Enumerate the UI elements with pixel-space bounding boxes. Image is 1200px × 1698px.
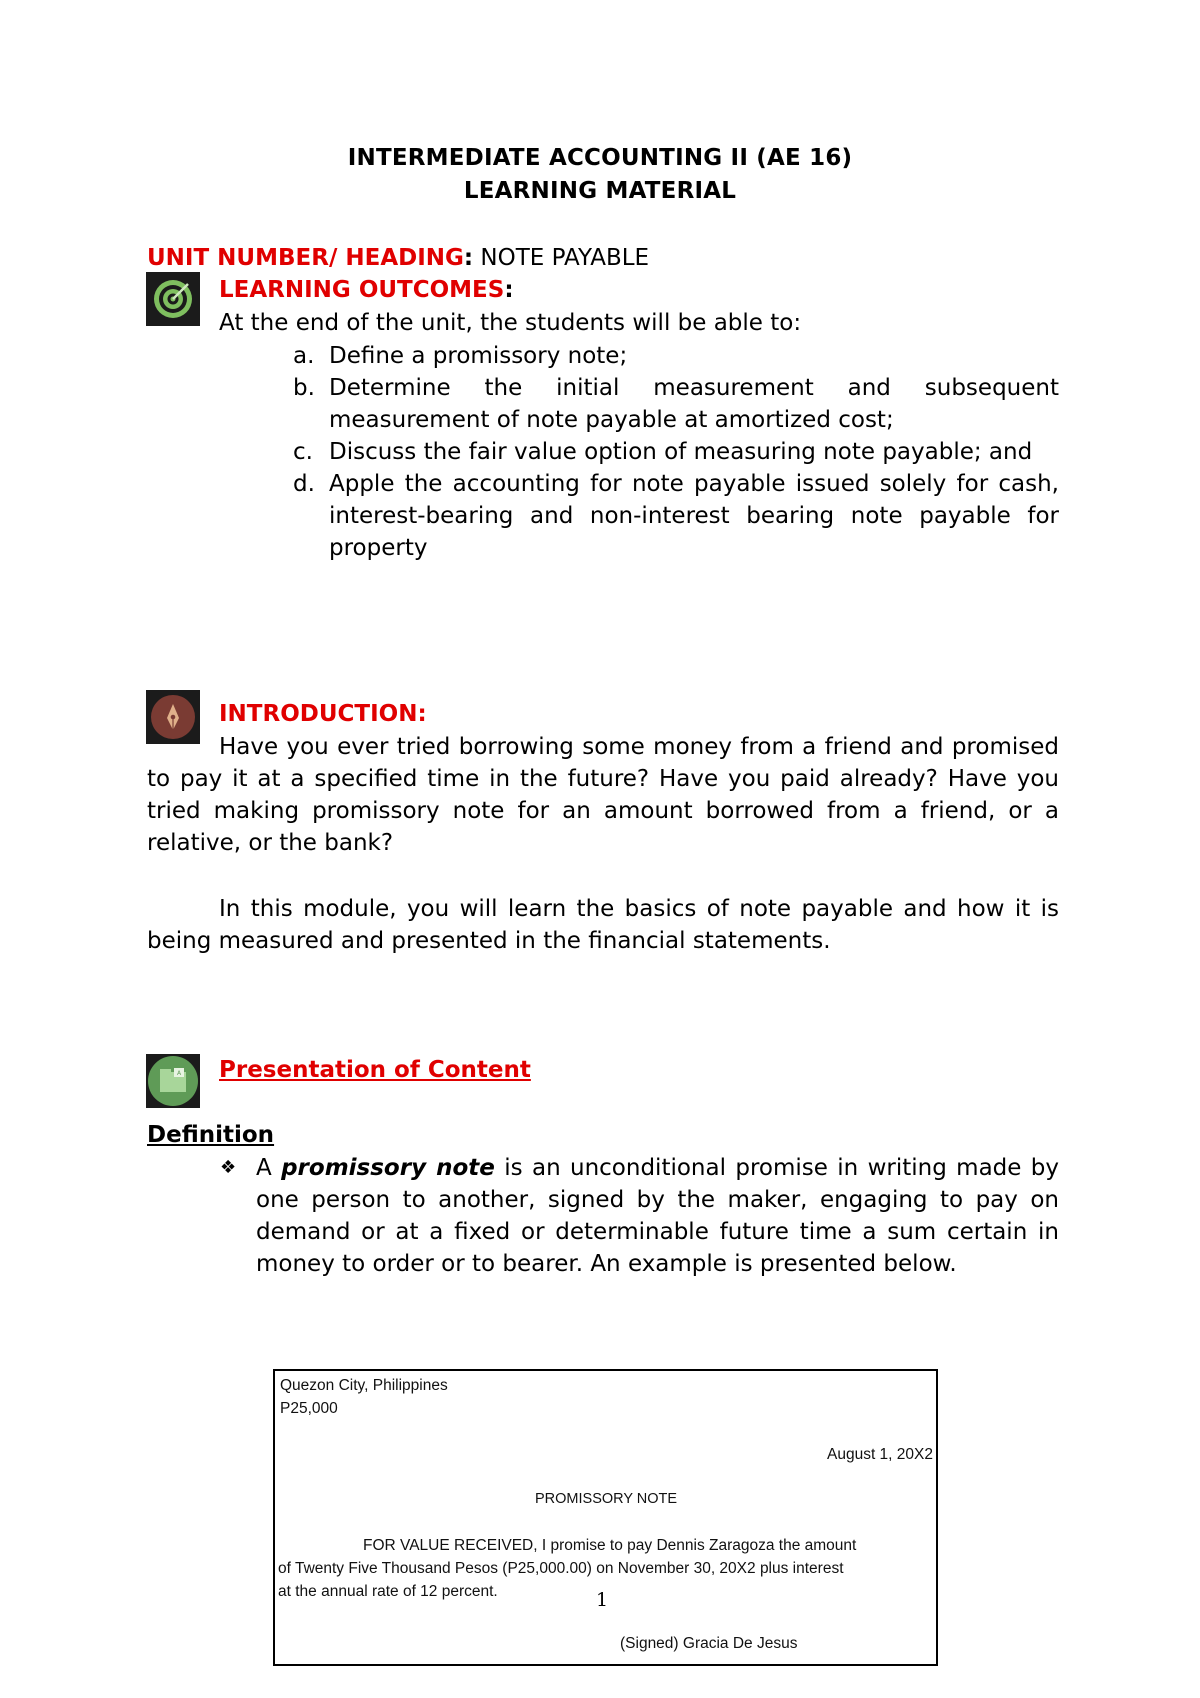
definition-heading: Definition [147,1122,275,1148]
material-type: LEARNING MATERIAL [463,178,737,204]
definition-lead: A [256,1155,282,1181]
list-item-text: Apple the accounting for note payable issued solely for cash, interest-bearing and non-interest bearing note payable for property [329,471,1059,561]
diamond-bullet-icon: ❖ [220,1157,237,1178]
note-place: Quezon City, Philippines [280,1377,448,1394]
list-marker: a. [293,343,315,369]
note-title: PROMISSORY NOTE [535,1491,678,1507]
list-marker: d. [293,471,315,497]
course-title: INTERMEDIATE ACCOUNTING II (AE 16) [347,145,853,171]
note-body-line-3: at the annual rate of 12 percent. [278,1583,498,1600]
list-marker: b. [293,375,315,401]
introduction-heading: INTRODUCTION: [219,701,427,727]
folder-icon [146,1054,200,1108]
note-amount: P25,000 [280,1400,338,1417]
list-item [293,340,1059,372]
outcomes-heading [219,274,514,306]
list-marker: c. [293,439,313,465]
list-item-text: Determine the initial measurement and subsequent measurement of note payable at amortized cost; [329,375,1059,433]
outcomes-list [293,340,1059,564]
svg-text:A: A [177,1070,182,1077]
definition-term: promissory note [281,1155,495,1181]
presentation-heading: Presentation of Content [219,1057,531,1083]
outcomes-intro: At the end of the unit, the students will be able to: [219,310,802,336]
note-signature: (Signed) Gracia De Jesus [620,1635,798,1652]
unit-colon: : [463,245,474,271]
target-icon [146,272,200,326]
note-date: August 1, 20X2 [827,1446,933,1463]
list-item [293,468,1059,564]
unit-heading [147,242,649,274]
outcomes-colon: : [504,277,514,303]
unit-value: NOTE PAYABLE [480,245,650,271]
note-body-line-1: FOR VALUE RECEIVED, I promise to pay Dennis Zaragoza the amount [363,1537,857,1554]
definition-text: is an unconditional promise in writing made by one person to another, signed by the maker, engaging to pay on demand or at a fixed or determinable future time a sum certain in money to order or to bearer. An example is presented below. [256,1155,1059,1277]
note-body-line-2: of Twenty Five Thousand Pesos (P25,000.00) on November 30, 20X2 plus interest [278,1560,844,1577]
page-number: 1 [596,1589,609,1611]
definition-paragraph [256,1152,1059,1280]
introduction-paragraph-2: In this module, you will learn the basics of note payable and how it is being measured and presented in the financial statements. [147,896,1059,954]
outcomes-heading-text: LEARNING OUTCOMES [219,277,505,303]
introduction-paragraph-1: Have you ever tried borrowing some money from a friend and promised to pay it at a specified time in the future? Have you paid already? Have you tried making promissory note for an amount borrowed from a friend, or a relative, or the bank? [147,734,1059,856]
list-item-text: Define a promissory note; [329,343,628,369]
list-item-text: Discuss the fair value option of measuring note payable; and [329,439,1033,465]
list-item [293,372,1059,436]
unit-label: UNIT NUMBER/ HEADING [147,245,464,271]
promissory-note-sample [273,1369,938,1666]
list-item [293,436,1059,468]
